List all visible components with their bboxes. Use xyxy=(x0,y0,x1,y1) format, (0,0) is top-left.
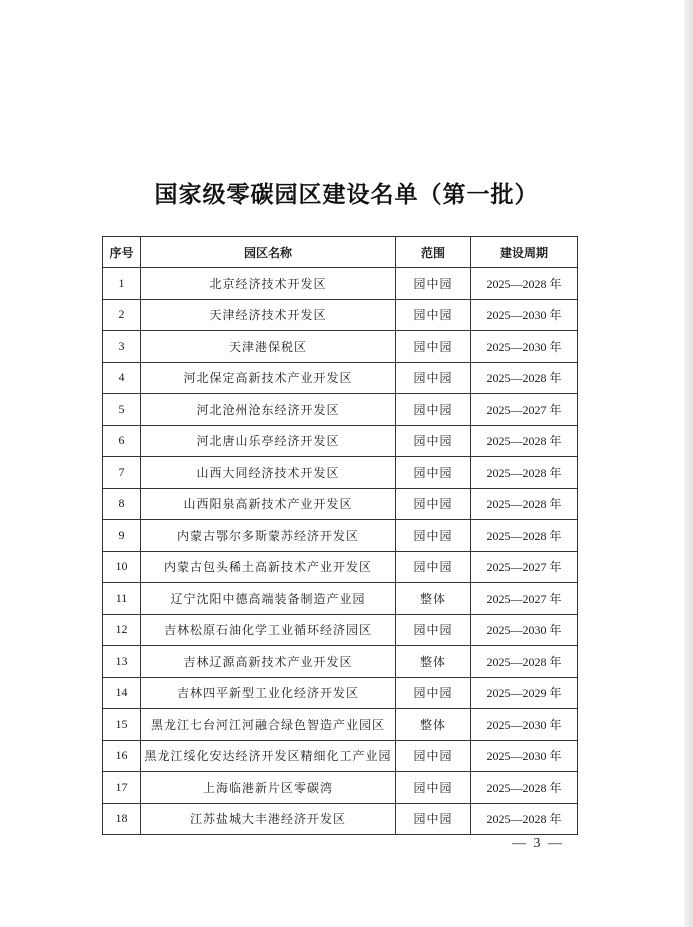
page-number: — 3 — xyxy=(512,836,564,851)
construction-period: 2025—2028 年 xyxy=(471,457,578,489)
header-no: 序号 xyxy=(103,237,141,268)
park-name: 江苏盐城大丰港经济开发区 xyxy=(141,803,396,835)
park-name: 天津港保税区 xyxy=(141,331,396,363)
row-number: 14 xyxy=(103,677,141,709)
header-park-name: 园区名称 xyxy=(141,237,396,268)
construction-period: 2025—2027 年 xyxy=(471,394,578,426)
table-row xyxy=(103,457,578,489)
park-scope: 园中园 xyxy=(396,299,471,331)
row-number: 13 xyxy=(103,646,141,678)
park-scope: 园中园 xyxy=(396,331,471,363)
table-row xyxy=(103,614,578,646)
header-period: 建设周期 xyxy=(471,237,578,268)
park-scope: 园中园 xyxy=(396,457,471,489)
row-number: 18 xyxy=(103,803,141,835)
table-row xyxy=(103,394,578,426)
construction-period: 2025—2028 年 xyxy=(471,646,578,678)
construction-period: 2025—2029 年 xyxy=(471,677,578,709)
park-name: 吉林辽源高新技术产业开发区 xyxy=(141,646,396,678)
row-number: 12 xyxy=(103,614,141,646)
document-title: 国家级零碳园区建设名单（第一批） xyxy=(154,181,539,208)
park-scope: 整体 xyxy=(396,646,471,678)
park-name: 内蒙古鄂尔多斯蒙苏经济开发区 xyxy=(141,520,396,552)
construction-period: 2025—2030 年 xyxy=(471,299,578,331)
row-number: 4 xyxy=(103,362,141,394)
page-edge-shadow xyxy=(684,0,693,927)
table-row xyxy=(103,362,578,394)
park-scope: 整体 xyxy=(396,583,471,615)
table-row xyxy=(103,425,578,457)
row-number: 15 xyxy=(103,709,141,741)
park-scope: 园中园 xyxy=(396,425,471,457)
construction-period: 2025—2028 年 xyxy=(471,520,578,552)
park-name: 上海临港新片区零碳湾 xyxy=(141,772,396,804)
row-number: 3 xyxy=(103,331,141,363)
construction-period: 2025—2028 年 xyxy=(471,772,578,804)
header-scope: 范围 xyxy=(396,237,471,268)
park-name: 内蒙古包头稀土高新技术产业开发区 xyxy=(141,551,396,583)
park-name: 辽宁沈阳中德高端装备制造产业园 xyxy=(141,583,396,615)
park-name: 北京经济技术开发区 xyxy=(141,268,396,300)
park-name: 山西阳泉高新技术产业开发区 xyxy=(141,488,396,520)
construction-period: 2025—2030 年 xyxy=(471,740,578,772)
park-scope: 园中园 xyxy=(396,772,471,804)
park-name: 黑龙江绥化安达经济开发区精细化工产业园 xyxy=(141,740,396,772)
park-list-table xyxy=(102,236,578,835)
row-number: 7 xyxy=(103,457,141,489)
table-row xyxy=(103,646,578,678)
park-scope: 园中园 xyxy=(396,394,471,426)
park-scope: 园中园 xyxy=(396,677,471,709)
park-scope: 园中园 xyxy=(396,362,471,394)
construction-period: 2025—2030 年 xyxy=(471,331,578,363)
row-number: 17 xyxy=(103,772,141,804)
row-number: 8 xyxy=(103,488,141,520)
row-number: 9 xyxy=(103,520,141,552)
park-scope: 园中园 xyxy=(396,803,471,835)
table-row xyxy=(103,803,578,835)
table-row xyxy=(103,520,578,552)
park-scope: 园中园 xyxy=(396,520,471,552)
park-name: 吉林四平新型工业化经济开发区 xyxy=(141,677,396,709)
table-row xyxy=(103,268,578,300)
table-row xyxy=(103,331,578,363)
row-number: 1 xyxy=(103,268,141,300)
park-scope: 园中园 xyxy=(396,614,471,646)
table-header-row xyxy=(103,237,578,268)
table-row xyxy=(103,551,578,583)
table-row xyxy=(103,772,578,804)
construction-period: 2025—2030 年 xyxy=(471,614,578,646)
park-name: 吉林松原石油化学工业循环经济园区 xyxy=(141,614,396,646)
park-name: 河北保定高新技术产业开发区 xyxy=(141,362,396,394)
row-number: 5 xyxy=(103,394,141,426)
park-scope: 园中园 xyxy=(396,551,471,583)
row-number: 16 xyxy=(103,740,141,772)
park-name: 河北唐山乐亭经济开发区 xyxy=(141,425,396,457)
construction-period: 2025—2027 年 xyxy=(471,583,578,615)
table-row xyxy=(103,488,578,520)
table-row xyxy=(103,709,578,741)
construction-period: 2025—2028 年 xyxy=(471,803,578,835)
row-number: 11 xyxy=(103,583,141,615)
park-name: 天津经济技术开发区 xyxy=(141,299,396,331)
construction-period: 2025—2028 年 xyxy=(471,268,578,300)
table-row xyxy=(103,740,578,772)
table-row xyxy=(103,583,578,615)
park-name: 黑龙江七台河江河融合绿色智造产业园区 xyxy=(141,709,396,741)
construction-period: 2025—2030 年 xyxy=(471,709,578,741)
row-number: 6 xyxy=(103,425,141,457)
park-scope: 园中园 xyxy=(396,488,471,520)
park-scope: 整体 xyxy=(396,709,471,741)
construction-period: 2025—2028 年 xyxy=(471,488,578,520)
park-name: 山西大同经济技术开发区 xyxy=(141,457,396,489)
row-number: 10 xyxy=(103,551,141,583)
row-number: 2 xyxy=(103,299,141,331)
park-name: 河北沧州沧东经济开发区 xyxy=(141,394,396,426)
table-row xyxy=(103,299,578,331)
park-scope: 园中园 xyxy=(396,268,471,300)
park-scope: 园中园 xyxy=(396,740,471,772)
construction-period: 2025—2028 年 xyxy=(471,362,578,394)
construction-period: 2025—2028 年 xyxy=(471,425,578,457)
construction-period: 2025—2027 年 xyxy=(471,551,578,583)
table-row xyxy=(103,677,578,709)
